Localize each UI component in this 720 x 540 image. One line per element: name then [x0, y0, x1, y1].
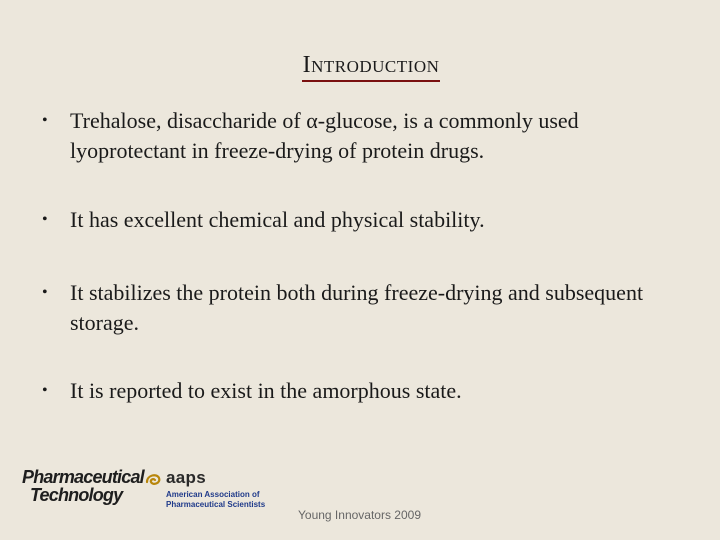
sponsor-logos [22, 468, 282, 518]
bullet-marker: • [42, 382, 48, 399]
pharmtech-logo-line2: Technology [30, 485, 123, 505]
bullet-item [42, 205, 682, 235]
pharmtech-logo-line1: Pharmaceutical [22, 467, 144, 487]
aaps-logo-subtitle: American Association of Pharmaceutical Scientists [166, 490, 266, 509]
bullet-text: It is reported to exist in the amorphous state. [70, 378, 462, 403]
slide-title [0, 52, 720, 82]
bullet-text: Trehalose, disaccharide of α-glucose, is a commonly used lyoprotectant in freeze-drying of protein drugs. [70, 108, 579, 163]
bullet-item [42, 376, 682, 406]
pharmaceutical-technology-logo [22, 468, 144, 504]
bullet-item [42, 278, 682, 338]
footer-text: Young Innovators 2009 [298, 508, 421, 522]
bullet-marker: • [42, 211, 48, 228]
bullet-text: It has excellent chemical and physical stability. [70, 207, 485, 232]
aaps-logo-wordmark: aaps [166, 468, 206, 487]
bullet-marker: • [42, 112, 48, 129]
aaps-logo [144, 468, 284, 518]
bullet-text: It stabilizes the protein both during freeze-drying and subsequent storage. [70, 280, 644, 335]
bullet-item [42, 106, 682, 166]
aaps-swirl-icon [144, 470, 164, 490]
bullet-marker: • [42, 284, 48, 301]
slide-title-text: Introduction [302, 52, 441, 82]
